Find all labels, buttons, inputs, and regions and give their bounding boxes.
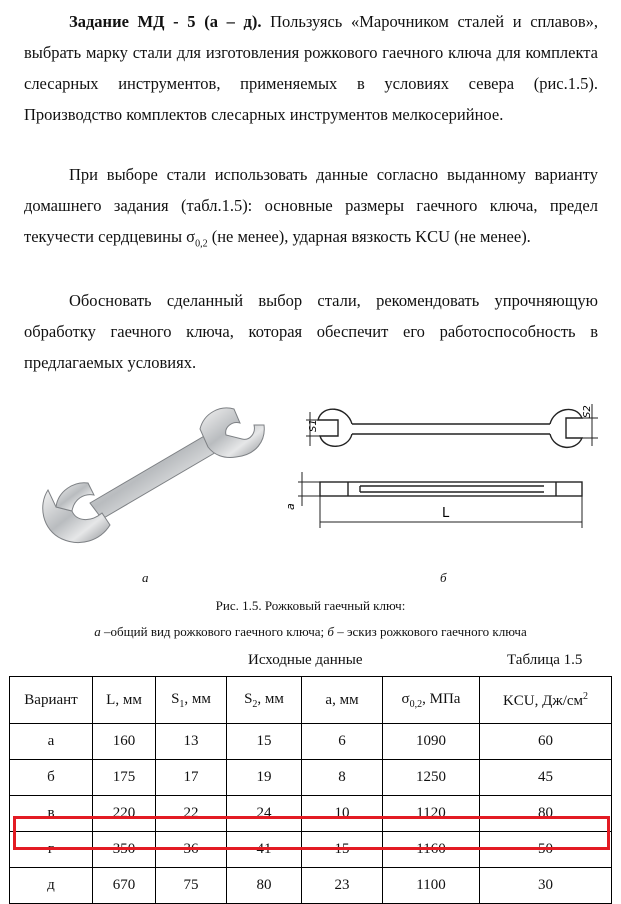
cell: 30 (480, 868, 612, 904)
task-p2-part-b: (не менее), ударная вязкость KCU (не менее). (207, 227, 531, 246)
cell: 10 (302, 796, 383, 832)
col-sigma-sub: 0,2 (409, 698, 423, 710)
figure-label-a: а (142, 570, 149, 585)
cell: 75 (156, 868, 227, 904)
task-paragraph-2 (24, 159, 598, 259)
cell: 1160 (383, 832, 480, 868)
cell: а (10, 724, 93, 760)
data-table (9, 676, 612, 904)
col-kcu (480, 677, 612, 724)
col-L: L, мм (93, 677, 156, 724)
cell: 45 (480, 760, 612, 796)
cell: 41 (227, 832, 302, 868)
col-variant: Вариант (10, 677, 93, 724)
col-S1-sub: 1 (179, 698, 185, 710)
cell: 1120 (383, 796, 480, 832)
cell: 8 (302, 760, 383, 796)
cell: д (10, 868, 93, 904)
dim-a-label: a (284, 503, 297, 510)
col-a: a, мм (302, 677, 383, 724)
dim-s1-label: S1 (308, 419, 319, 432)
cell: 50 (480, 832, 612, 868)
cell: 80 (227, 868, 302, 904)
cell: 1250 (383, 760, 480, 796)
figure-legend (0, 624, 621, 640)
cell: 6 (302, 724, 383, 760)
cell: в (10, 796, 93, 832)
table-row (10, 724, 612, 760)
dim-s2-label: S2 (582, 405, 593, 418)
col-S2-sub: 2 (252, 698, 258, 710)
col-sigma (383, 677, 480, 724)
cell: 60 (480, 724, 612, 760)
col-sigma-b: , МПа (422, 690, 461, 707)
col-S2 (227, 677, 302, 724)
cell: 15 (302, 832, 383, 868)
wrench-sketch (284, 388, 612, 536)
col-S2-b: , мм (257, 690, 284, 707)
col-S1 (156, 677, 227, 724)
table-heading: Исходные данные (248, 652, 363, 668)
table-row (10, 868, 612, 904)
figure-legend-b-text: – эскиз рожкового гаечного ключа (333, 624, 527, 639)
task-p2-part-a: При выборе стали использовать данные согласно выданному варианту домашнего задания (табл.1.5): основные размеры гаечного ключа, предел текучести сердцевины σ (24, 165, 598, 246)
cell: 160 (93, 724, 156, 760)
col-sigma-a: σ (401, 690, 410, 707)
table-row (10, 796, 612, 832)
table-header-row (10, 677, 612, 724)
cell: г (10, 832, 93, 868)
col-S1-b: , мм (184, 690, 211, 707)
figure-label-b: б (440, 570, 447, 585)
task-p3: Обосновать сделанный выбор стали, рекомендовать упрочняющую обработку гаечного ключа, которая обеспечит его работоспособность в предлагаемых условиях. (24, 291, 598, 372)
col-kcu-a: KCU, Дж/см (502, 692, 584, 709)
figure-legend-a: а (94, 624, 101, 639)
cell: 17 (156, 760, 227, 796)
dim-L-label: L (442, 506, 450, 521)
cell: 175 (93, 760, 156, 796)
wrench-photo (28, 395, 268, 550)
col-S1-a: S (171, 690, 180, 707)
cell: 24 (227, 796, 302, 832)
cell: 23 (302, 868, 383, 904)
table-row (10, 760, 612, 796)
figure-caption: Рис. 1.5. Рожковый гаечный ключ: (215, 598, 406, 613)
task-p2-sub: 0,2 (195, 238, 208, 250)
cell: 670 (93, 868, 156, 904)
cell: 15 (227, 724, 302, 760)
cell: 1100 (383, 868, 480, 904)
cell: 350 (93, 832, 156, 868)
cell: 22 (156, 796, 227, 832)
task-paragraph-1 (24, 6, 598, 130)
cell: 19 (227, 760, 302, 796)
table-row-highlighted (10, 832, 612, 868)
figure-legend-a-text: –общий вид рожкового гаечного ключа; (100, 624, 328, 639)
task-paragraph-3 (24, 285, 598, 378)
figure-legend-b: б (327, 624, 334, 639)
col-kcu-sup: 2 (583, 690, 589, 702)
cell: 220 (93, 796, 156, 832)
cell: 1090 (383, 724, 480, 760)
cell: 13 (156, 724, 227, 760)
cell: 36 (156, 832, 227, 868)
table-number: Таблица 1.5 (507, 652, 583, 668)
task-intro: Пользуясь «Марочником сталей и сплавов», выбрать марку стали для изготовления рожкового гаечного ключа для комплекта слесарных инструментов, применяемых в условиях севера (рис.1.5). Производство комплектов слесарных инструментов мелкосерийное. (24, 12, 598, 124)
cell: б (10, 760, 93, 796)
cell: 80 (480, 796, 612, 832)
col-S2-a: S (244, 690, 253, 707)
task-title: Задание МД - 5 (а – д). (69, 12, 262, 31)
